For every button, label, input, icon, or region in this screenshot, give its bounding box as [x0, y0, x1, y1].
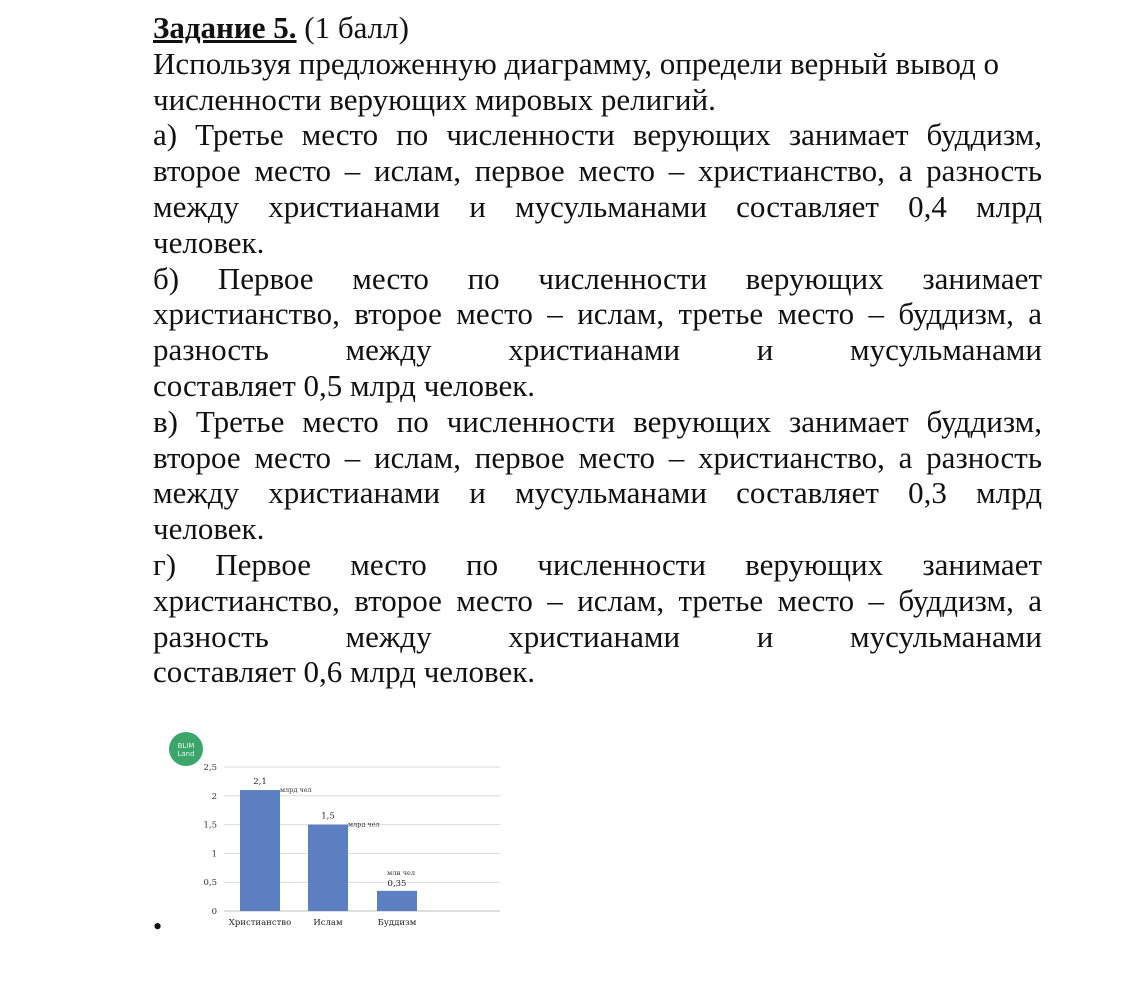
option-b-line: христианство, второе место – ислам, третье место – буддизм, а: [153, 296, 1042, 332]
option-b-line: б) Первое место по численности верующих занимает: [153, 260, 1042, 296]
task-document: [153, 10, 1042, 690]
option-c-line: второе место – ислам, первое место – христианство, а разность: [153, 439, 1042, 475]
y-tick-label: 1: [211, 849, 217, 860]
option-a-line: человек.: [153, 224, 265, 260]
bar: [377, 891, 417, 911]
option-a-line: второе место – ислам, первое место – христианство, а разность: [153, 153, 1042, 189]
option-a-line: а) Третье место по численности верующих занимает буддизм,: [153, 117, 1042, 153]
data-label: 2,1: [253, 777, 267, 788]
x-tick-label: Христианство: [228, 918, 292, 928]
bullet-point: •: [153, 912, 163, 941]
bar: [240, 790, 280, 911]
option-b-line: составляет 0,5 млрд человек.: [153, 367, 536, 403]
option-c-line: в) Третье место по численности верующих занимает буддизм,: [153, 403, 1042, 439]
x-tick-label: Ислам: [313, 918, 343, 928]
option-d-line: г) Первое место по численности верующих занимает: [153, 546, 1042, 582]
y-tick-label: 1,5: [203, 820, 217, 831]
option-b-line: разность между христианами и мусульманами: [153, 332, 1042, 368]
unit-label: млрд чел: [280, 786, 312, 795]
y-tick-label: 2,5: [203, 763, 217, 773]
x-tick-label: Буддизм: [377, 918, 417, 928]
option-d-line: разность между христианами и мусульманами: [153, 618, 1042, 654]
task-points: (1 балл): [296, 10, 409, 45]
option-d-line: составляет 0,6 млрд человек.: [153, 654, 536, 690]
logo-text: Land: [177, 750, 195, 758]
bar: [308, 825, 348, 911]
option-c-line: между христианами и мусульманами составляет 0,3 млрд: [153, 475, 1042, 511]
option-a-line: между христианами и мусульманами составляет 0,4 млрд: [153, 188, 1042, 224]
data-label: 1,5: [321, 811, 335, 822]
logo-text: BLIM: [177, 742, 195, 750]
option-c-line: человек.: [153, 511, 265, 547]
y-tick-label: 0: [211, 907, 217, 917]
unit-label: млрд чел: [348, 820, 380, 829]
task-title: Задание 5.: [153, 10, 297, 45]
data-label: 0,35: [387, 878, 407, 889]
unit-label: млн чел: [387, 868, 415, 877]
option-d-line: христианство, второе место – ислам, третье место – буддизм, а: [153, 582, 1042, 618]
religion-bar-chart: [150, 730, 510, 935]
task-intro-line: численности верующих мировых религий.: [153, 81, 716, 117]
y-tick-label: 0,5: [203, 878, 217, 889]
y-tick-label: 2: [211, 791, 217, 802]
task-intro-line: Используя предложенную диаграмму, определи верный вывод о: [153, 45, 1000, 81]
task-header: [153, 10, 1042, 46]
